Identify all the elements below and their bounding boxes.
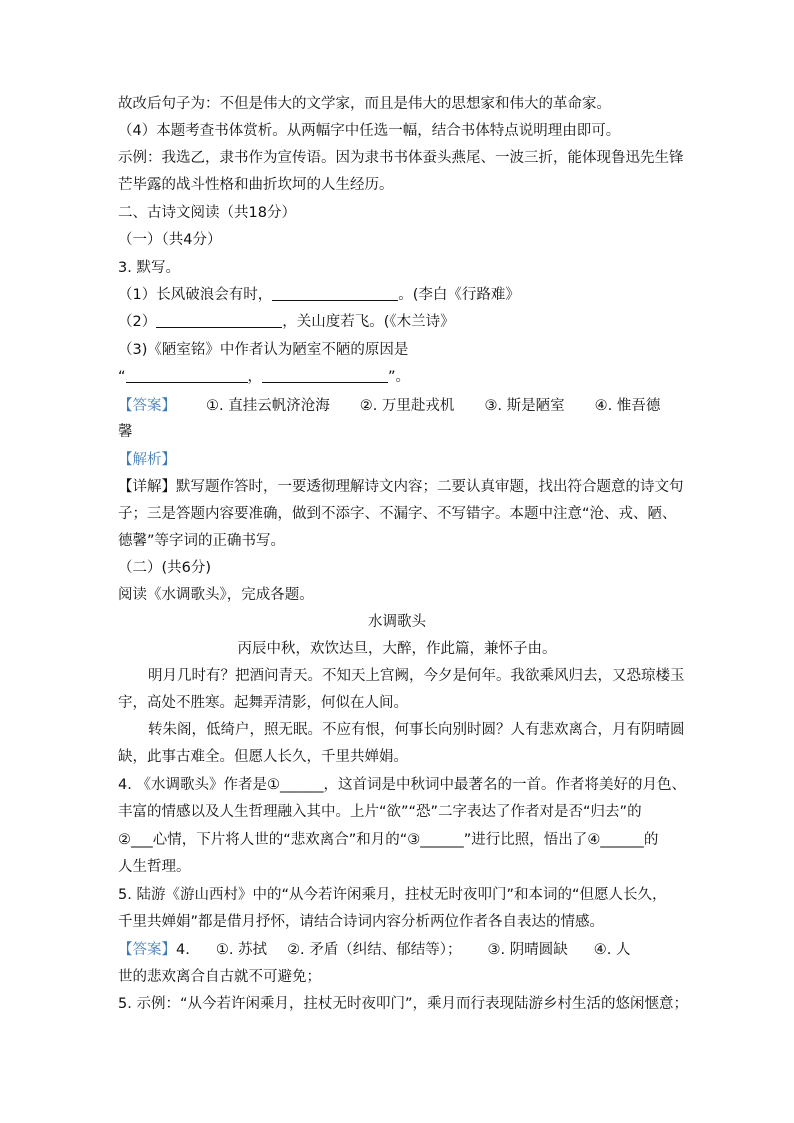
close-quote: ”。 <box>388 369 411 385</box>
question-4-line <box>118 830 658 850</box>
blank-1: ①______ <box>266 777 324 793</box>
fill-blank <box>272 286 398 301</box>
question-4 <box>118 775 686 795</box>
question-3-3: （3)《陋室铭》中作者认为陋室不陋的原因是 <box>118 342 409 358</box>
detail-line <box>118 477 684 497</box>
question-3: 3. 默写。 <box>118 260 180 276</box>
q2-suffix: ，关山度若飞。(《木兰诗》 <box>282 314 455 330</box>
text-line: （4）本题考查书体赏析。从两幅字中任选一幅，结合书体特点说明理由即可。 <box>118 123 621 139</box>
q4-text: 心情，下片将人世的“悲欢离合”和月的“ <box>152 832 408 848</box>
answer-item: ①. 苏拭 <box>215 942 268 958</box>
answer-wrap: 世的悲欢离合自古就不可避免； <box>118 969 321 985</box>
answer-line <box>118 940 630 960</box>
reading-instruction: 阅读《水调歌头》，完成各题。 <box>118 587 314 603</box>
fill-blank <box>126 368 248 383</box>
blank-2: ②___ <box>118 832 153 848</box>
question-3-1 <box>118 285 520 305</box>
answer-item: ④. 人 <box>593 942 631 958</box>
question-5-line: 千里共婵娟”都是借月抒怀，请结合诗词内容分析两位作者各自表达的情感。 <box>118 914 605 930</box>
q4-text: 的 <box>643 832 659 848</box>
poem-line: 宇，高处不胜寒。起舞弄清影，何似在人间。 <box>118 695 408 711</box>
fill-blank <box>262 368 388 383</box>
comma: ， <box>247 369 263 385</box>
text-line: 芒毕露的战斗性格和曲折坎坷的人生经历。 <box>118 177 394 193</box>
poem-title: 水调歌头 <box>368 614 426 630</box>
q1-suffix: 。(李白《行路难》 <box>398 287 520 303</box>
fill-blank <box>156 313 282 328</box>
answer-wrap: 馨 <box>118 424 133 440</box>
answer-tag: 【答案】 <box>118 398 176 414</box>
q2-prefix: （2） <box>118 314 157 330</box>
poem-line: 明月几时有？把酒问青天。不知天上宫阙，今夕是何年。我欲乘风归去，又恐琼楼玉 <box>148 668 685 684</box>
q1-prefix: （1）长风破浪会有时， <box>118 287 273 303</box>
question-3-2 <box>118 312 455 332</box>
answer-item: ②. 万里赴戎机 <box>359 398 455 414</box>
answer-tag: 【答案】 <box>118 942 176 958</box>
answer-item: ③. 斯是陋室 <box>484 398 565 414</box>
open-quote: “ <box>118 369 126 385</box>
answer-item: ②. 矛盾（纠结、郁结等）； <box>287 942 462 958</box>
subsection-heading: （二）(共6分) <box>118 560 212 576</box>
q4-text: 4. 《水调歌头》作者是 <box>118 777 267 793</box>
section-heading: 二、古诗文阅读（共18分） <box>118 205 296 221</box>
blank-4: ④______ <box>587 832 644 848</box>
question-4-line: 人生哲理。 <box>118 859 191 875</box>
blank-3: ③______ <box>407 832 464 848</box>
detail-text: 默写题作答时，一要透彻理解诗文内容；二要认真审题，找出符合题意的诗文句 <box>176 479 684 495</box>
q4-text: ”进行比照，悟出了 <box>463 832 588 848</box>
poem-preface: 丙辰中秋，欢饮达旦，大醉，作此篇，兼怀子由。 <box>237 641 557 657</box>
q4-text: ，这首词是中秋词中最著名的一首。作者将美好的月色、 <box>323 777 686 793</box>
answer-line <box>118 396 660 416</box>
question-3-3-blanks <box>118 367 410 387</box>
detail-line: 德馨”等字词的正确书写。 <box>118 533 286 549</box>
question-5: 5. 陆游《游山西村》中的“从今若许闲乘月，拄杖无时夜叩门”和本词的“但愿人长久， <box>118 887 667 903</box>
analysis-tag: 【解析】 <box>118 452 176 468</box>
answer-item: ③. 阴晴圆缺 <box>487 942 568 958</box>
text-line: 故改后句子为：不但是伟大的文学家，而且是伟大的思想家和伟大的革命家。 <box>118 96 611 112</box>
text-line: 示例：我选乙，隶书作为宣传语。因为隶书书体蚕头燕尾、一波三折，能体现鲁迅先生锋 <box>118 150 684 166</box>
question-4-line: 丰富的情感以及人生哲理融入其中。上片“欲”“恐”二字表达了作者对是否“归去”的 <box>118 804 642 820</box>
answer-item: ①. 直挂云帆济沧海 <box>206 398 330 414</box>
subsection-heading: （一）（共4分） <box>118 232 222 248</box>
poem-line: 缺，此事古难全。但愿人长久，千里共婵娟。 <box>118 749 408 765</box>
example-line: 5. 示例：“从今若许闲乘月，拄杖无时夜叩门”，乘月而行表现陆游乡村生活的悠闲惬意； <box>118 996 688 1012</box>
answer-number: 4. <box>176 942 190 958</box>
answer-item: ④. 惟吾德 <box>594 398 661 414</box>
poem-line: 转朱阁，低绮户，照无眠。不应有恨，何事长向别时圆？人有悲欢离合，月有阴晴圆 <box>148 722 685 738</box>
detail-line: 子；三是答题内容要准确，做到不添字、不漏字、不写错字。本题中注意“沧、戎、陋、 <box>118 506 677 522</box>
detail-tag: 【详解】 <box>118 479 176 495</box>
